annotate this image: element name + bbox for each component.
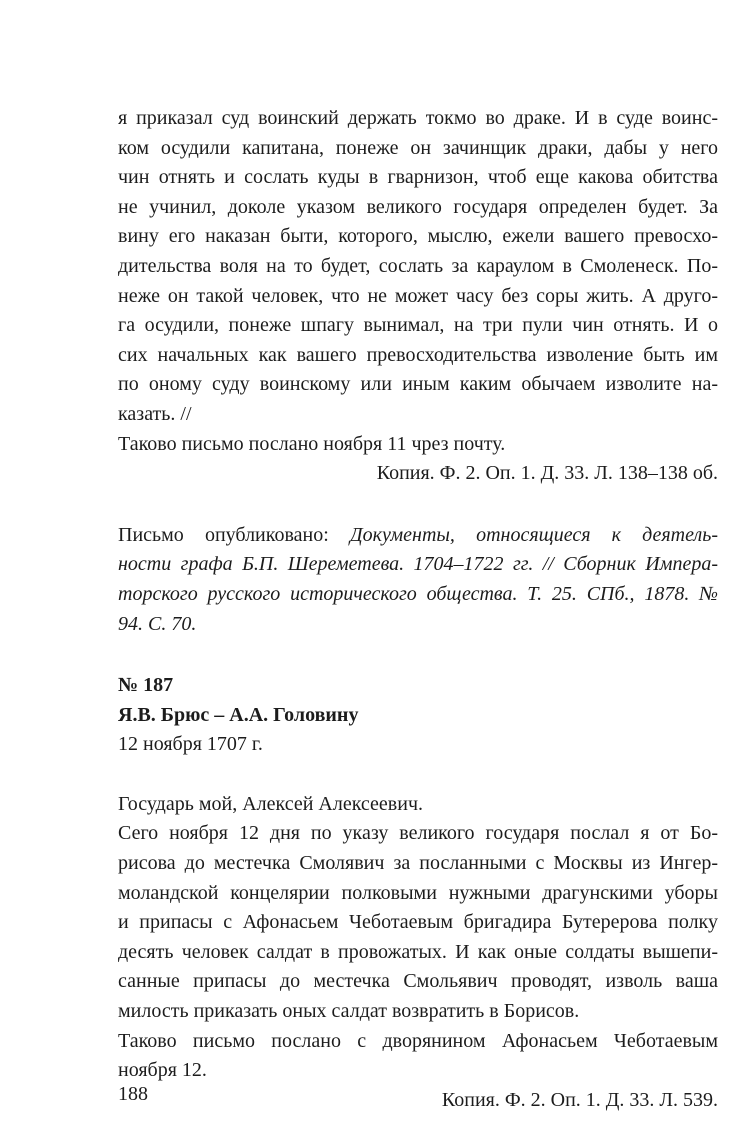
document-header (118, 671, 718, 760)
text-line: неже он такой человек, что не может часу без соры жить. А друго- (118, 284, 718, 307)
text-line: и припасы с Афонасьем Чеботаевым бригадира Бутерерова полку (118, 911, 718, 934)
publication-prefix: Письмо опубликовано: (118, 523, 350, 546)
page-number: 188 (118, 1083, 148, 1105)
letter-body (118, 819, 718, 1026)
archive-reference: Копия. Ф. 2. Оп. 1. Д. 33. Л. 138–138 об. (376, 462, 718, 485)
text-line: вину его наказан быти, которого, мыслю, ежели вашего превосхо- (118, 225, 718, 248)
text-line: санные припасы до местечка Смольявич проводят, изволь ваша (118, 970, 718, 993)
text-line: моландской концелярии полковыми нужными драгунскими уборы (118, 881, 718, 904)
text-line: Таково письмо послано с дворянином Афонасьем Чеботаевым (118, 1029, 718, 1052)
text-line: рисова до местечка Смолявич за посланными с Москвы из Ингер- (118, 852, 718, 875)
text-line: десять человек салдат в провожатых. И как оные солдаты вышепи- (118, 940, 718, 963)
sent-note-187 (118, 1027, 718, 1086)
text-line: сих начальных как вашего превосходительства изволение быть им (118, 343, 718, 366)
text-line: Сего ноября 12 дня по указу великого государя послал я от Бо- (118, 822, 718, 845)
text-line (118, 521, 718, 551)
text-line: дительства воля на то будет, сослать за караулом в Смоленеск. По- (118, 254, 718, 277)
page-text (118, 104, 718, 1115)
text-line: чин отнять и сослать куды в гварнизон, чтоб еще какова обитства (118, 166, 718, 189)
text-line: га осудили, понеже шпагу вынимал, на три пули чин отнять. И о (118, 314, 718, 337)
text-line: торского русского исторического общества. Т. 25. СПб., 1878. № (118, 582, 718, 605)
publication-note (118, 521, 718, 639)
text-line: ности графа Б.П. Шереметева. 1704–1722 гг. // Сборник Импера- (118, 553, 718, 576)
publication-title: Документы, относящиеся к деятель- (349, 523, 718, 546)
text-line: казать. // (118, 402, 192, 425)
document-date: 12 ноября 1707 г. (118, 733, 263, 756)
salutation-block (118, 790, 718, 820)
text-line: милость приказать оных салдат возвратить в Борисов. (118, 1000, 580, 1023)
document-number: № 187 (118, 674, 174, 697)
text-line: ком осудили капитана, понеже он зачинщик драки, дабы у него (118, 136, 718, 159)
text-line: ноября 12. (118, 1059, 207, 1082)
salutation: Государь мой, Алексей Алексеевич. (118, 792, 424, 815)
sent-note: Таково письмо послано ноября 11 чрез почту. (118, 432, 506, 455)
letter-end-paragraph (118, 104, 718, 430)
document-heading: Я.В. Брюс – А.А. Головину (118, 703, 359, 726)
text-line: по оному суду воинскому или иным каким обычаем изволите на- (118, 373, 718, 396)
text-line: я приказал суд воинский держать токмо во драке. И в суде воинс- (118, 107, 718, 129)
text-line: не учинил, доколе указом великого государя определен будет. За (118, 195, 718, 218)
archive-reference-187: Копия. Ф. 2. Оп. 1. Д. 33. Л. 539. (441, 1088, 718, 1111)
text-line: 94. С. 70. (118, 612, 197, 635)
